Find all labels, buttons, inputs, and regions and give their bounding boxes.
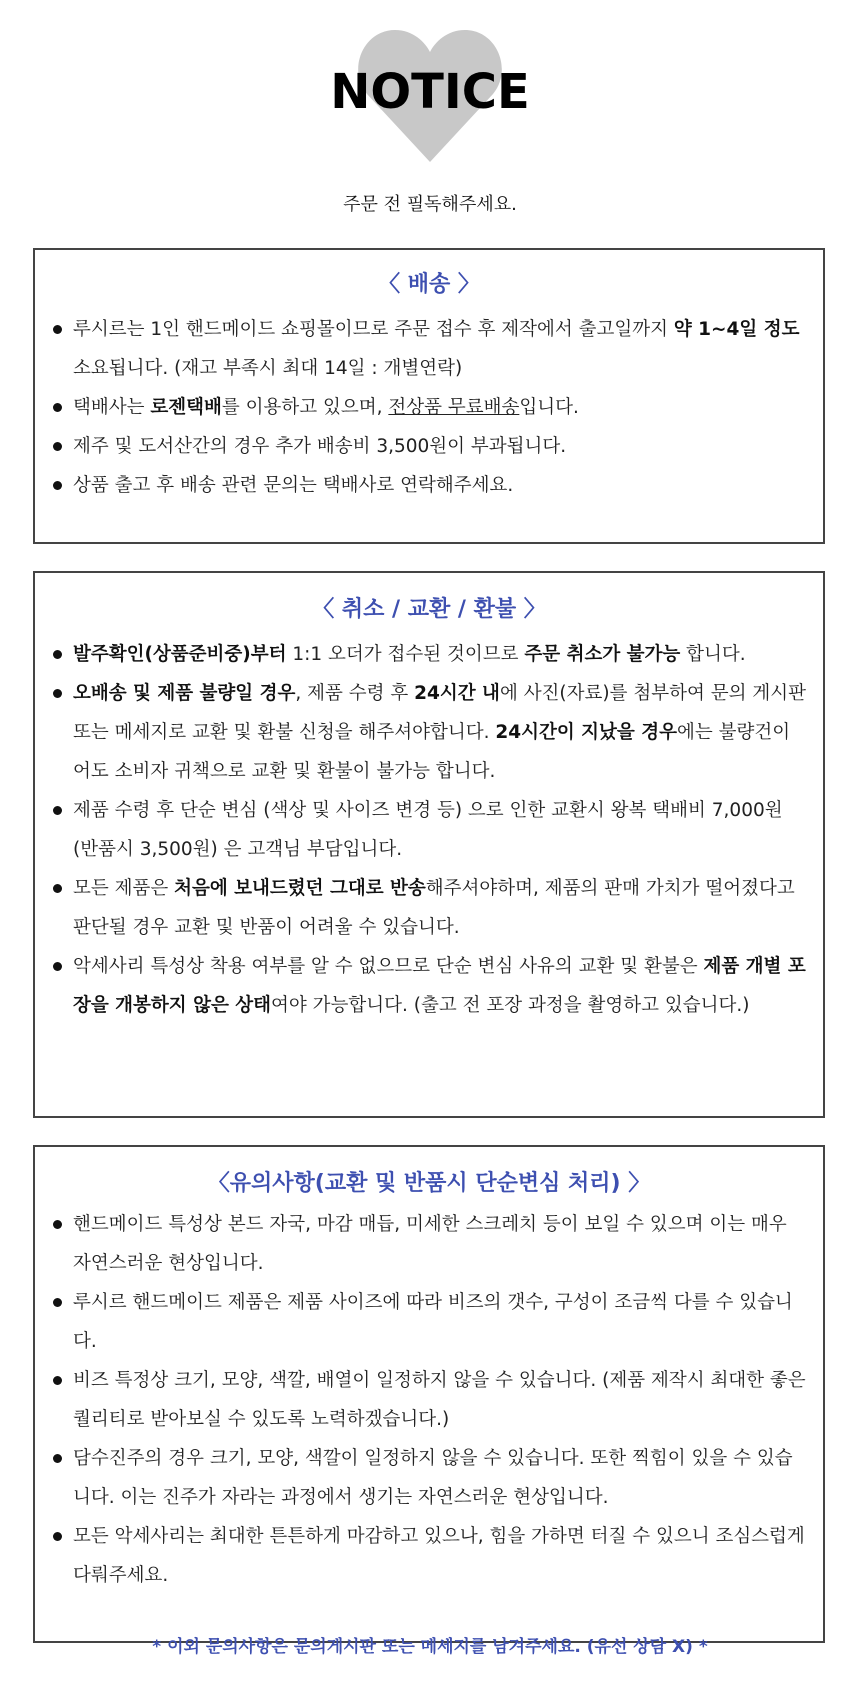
list-item	[35, 1517, 807, 1595]
bullet-icon	[53, 325, 62, 334]
section-list	[35, 310, 823, 505]
item-text: , 제품 수령 후	[295, 683, 415, 704]
bullet-icon	[53, 806, 62, 815]
list-item	[35, 427, 807, 466]
item-text: 입니다.	[519, 397, 579, 418]
item-text: 제주 및 도서산간의 경우 추가 배송비 3,500원이 부과됩니다.	[73, 436, 567, 457]
item-text: 해주셔야하며, 제품의 판매 가치가 떨어졌다고 판단될 경우 교환 및 반품이 어려울 수 있습니다.	[73, 878, 795, 938]
list-item	[35, 310, 807, 388]
list-item	[35, 1205, 807, 1283]
item-text: 소요됩니다. (재고 부족시 최대 14일 : 개별연락)	[73, 358, 463, 379]
shipping-section	[33, 248, 825, 544]
bold-text: 로젠택배	[150, 397, 222, 418]
list-item	[35, 674, 807, 791]
list-item	[35, 466, 807, 505]
section-list	[35, 1205, 823, 1595]
item-text: 택배사는	[73, 397, 151, 418]
item-text: 모든 악세사리는 최대한 튼튼하게 마감하고 있으나, 힘을 가하면 터질 수 있으니 조심스럽게 다뤄주세요.	[73, 1526, 805, 1586]
item-text: 여야 가능합니다. (출고 전 포장 과정을 촬영하고 있습니다.)	[271, 995, 750, 1016]
list-item	[35, 388, 807, 427]
bullet-icon	[53, 1454, 62, 1463]
bold-text: 오배송 및 제품 불량일 경우	[73, 683, 296, 704]
bullet-icon	[53, 1532, 62, 1541]
section-title: 〈 배송 〉	[378, 272, 480, 297]
list-item	[35, 1439, 807, 1517]
bold-text: 약 1~4일 정도	[673, 319, 800, 340]
list-item	[35, 1283, 807, 1361]
list-item	[35, 1361, 807, 1439]
bullet-icon	[53, 962, 62, 971]
bullet-icon	[53, 403, 62, 412]
item-text: 합니다.	[680, 644, 746, 665]
item-text: 모든 제품은	[73, 878, 175, 899]
item-text: 상품 출고 후 배송 관련 문의는 택배사로 연락해주세요.	[73, 475, 514, 496]
bold-text: 24시간 내	[414, 683, 500, 704]
item-text: 담수진주의 경우 크기, 모양, 색깔이 일정하지 않을 수 있습니다. 또한 찍힘이 있을 수 있습니다. 이는 진주가 자라는 과정에서 생기는 자연스러운 현상입니다.	[73, 1448, 793, 1508]
bullet-icon	[53, 650, 62, 659]
precautions-section	[33, 1145, 825, 1643]
item-text: 루시르는 1인 핸드메이드 쇼핑몰이므로 주문 접수 후 제작에서 출고일까지	[73, 319, 674, 340]
section-title: 〈유의사항(교환 및 반품시 단순변심 처리) 〉	[207, 1171, 651, 1196]
bullet-icon	[53, 884, 62, 893]
bold-text: 발주확인(상품준비중)부터	[73, 644, 287, 665]
bold-text: 제품 개별 포장을 개봉하지 않은 상태	[73, 956, 806, 1016]
bold-text: 처음에 보내드렸던 그대로 반송	[174, 878, 426, 899]
item-text: 1:1 오더가 접수된 것이므로	[286, 644, 525, 665]
notice-title: NOTICE	[330, 64, 530, 120]
item-text: 에는 불량건이어도 소비자 귀책으로 교환 및 환불이 불가능 합니다.	[73, 722, 791, 782]
section-list	[35, 635, 823, 1025]
section-title: 〈 취소 / 교환 / 환불 〉	[312, 597, 546, 622]
cancel-exchange-refund-section	[33, 571, 825, 1118]
notice-subtitle: 주문 전 필독해주세요.	[343, 194, 517, 215]
bold-text: 24시간이 지났을 경우	[495, 722, 677, 743]
item-text: 제품 수령 후 단순 변심 (색상 및 사이즈 변경 등) 으로 인한 교환시 왕복 택배비 7,000원 (반품시 3,500원) 은 고객님 부담입니다.	[73, 800, 783, 860]
notice-header	[0, 0, 860, 215]
item-text: 비즈 특정상 크기, 모양, 색깔, 배열이 일정하지 않을 수 있습니다. (제품 제작시 최대한 좋은 퀄리티로 받아보실 수 있도록 노력하겠습니다.)	[73, 1370, 806, 1430]
footer-note: * 이외 문의사항은 문의게시판 또는 메세지를 남겨주세요. (유선 상담 X) *	[152, 1637, 708, 1657]
item-text: 를 이용하고 있으며,	[221, 397, 389, 418]
item-text: 핸드메이드 특성상 본드 자국, 마감 매듭, 미세한 스크레치 등이 보일 수 있으며 이는 매우 자연스러운 현상입니다.	[73, 1214, 787, 1274]
bullet-icon	[53, 1220, 62, 1229]
item-text: 에 사진(자료)를 첨부하여 문의 게시판 또는 메세지로 교환 및 환불 신청을 해주셔야합니다.	[73, 683, 806, 743]
item-text: 루시르 핸드메이드 제품은 제품 사이즈에 따라 비즈의 갯수, 구성이 조금씩 다를 수 있습니다.	[73, 1292, 793, 1352]
item-text: 악세사리 특성상 착용 여부를 알 수 없으므로 단순 변심 사유의 교환 및 환불은	[73, 956, 704, 977]
list-item	[35, 791, 807, 869]
bullet-icon	[53, 442, 62, 451]
bullet-icon	[53, 689, 62, 698]
bold-text: 주문 취소가 불가능	[524, 644, 681, 665]
bullet-icon	[53, 1298, 62, 1307]
bullet-icon	[53, 1376, 62, 1385]
list-item	[35, 869, 807, 947]
underlined-text: 전상품 무료배송	[388, 397, 520, 418]
list-item	[35, 635, 807, 674]
list-item	[35, 947, 807, 1025]
bullet-icon	[53, 481, 62, 490]
